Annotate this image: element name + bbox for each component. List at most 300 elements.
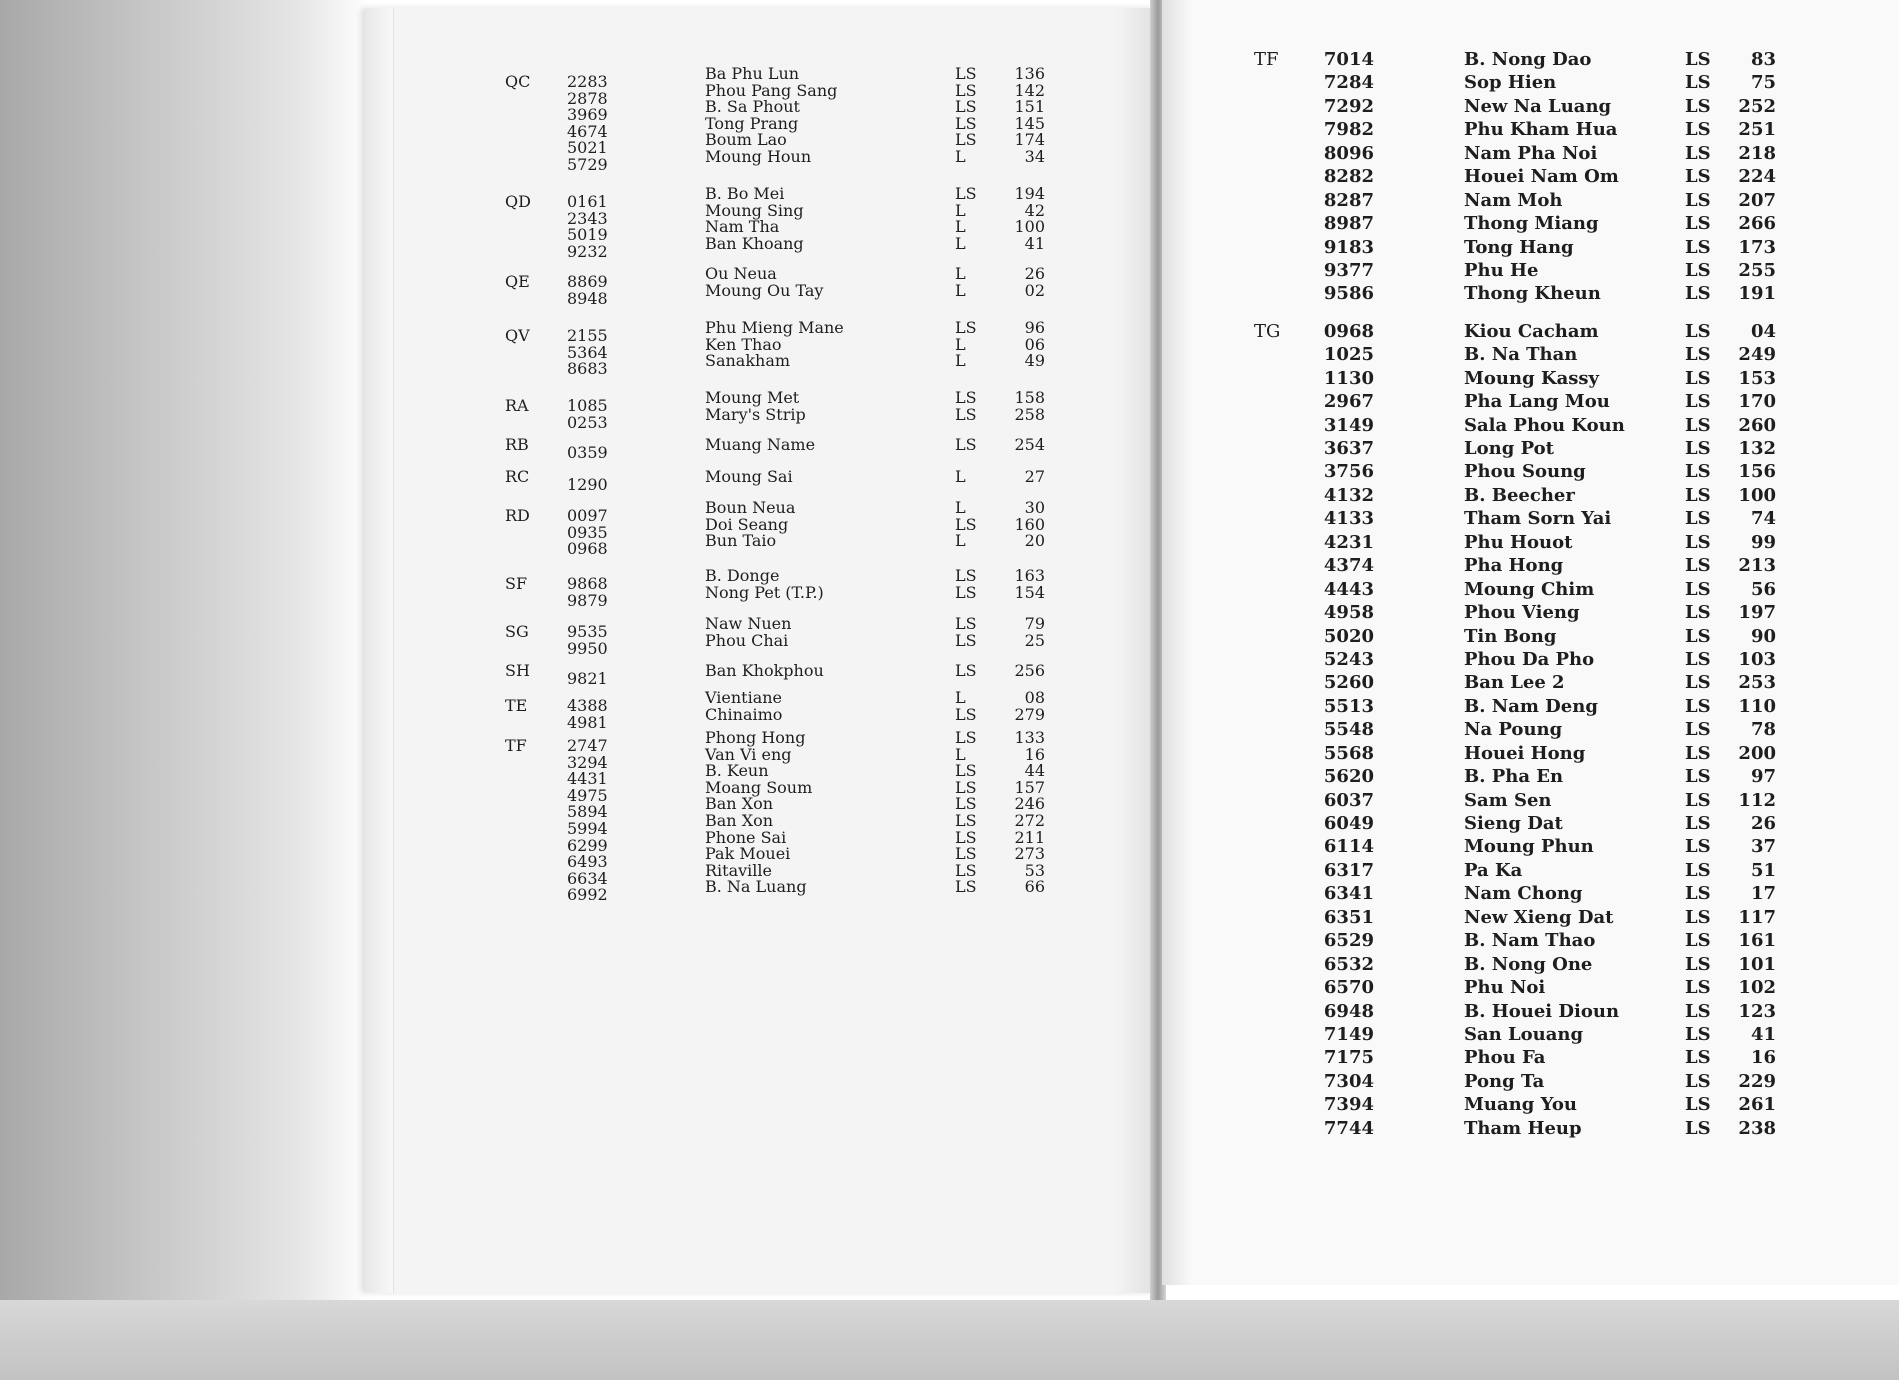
- site-type: L: [955, 334, 966, 354]
- site-type: LS: [1685, 438, 1711, 459]
- site-type: L: [955, 147, 966, 166]
- page-edge: [365, 8, 394, 1293]
- grid-number: 7014: [1323, 49, 1374, 70]
- site-type: LS: [1685, 166, 1711, 188]
- grid-number: 3637: [1323, 438, 1374, 459]
- site-type: LS: [955, 811, 977, 830]
- site-type: LS: [1685, 1023, 1711, 1045]
- site-type: L: [955, 280, 966, 300]
- site-name: Nam Moh: [1464, 189, 1563, 211]
- site-name: Muang Name: [705, 435, 816, 454]
- grid-zone-label: RC: [505, 467, 530, 486]
- site-value: 246: [1014, 794, 1045, 814]
- site-value: 02: [1024, 280, 1045, 300]
- grid-number: 9821: [567, 669, 608, 688]
- site-type: LS: [955, 404, 977, 424]
- site-name: Long Pot: [1464, 438, 1554, 459]
- site-name: Boum Lao: [705, 130, 787, 150]
- site-value: 53: [1024, 860, 1045, 880]
- site-type: LS: [1685, 320, 1711, 342]
- site-type: LS: [1685, 578, 1711, 600]
- site-value: 123: [1738, 1000, 1776, 1022]
- site-value: 261: [1738, 1094, 1776, 1116]
- site-type: LS: [955, 388, 977, 407]
- table-row: [1162, 976, 1899, 999]
- grid-number: 5020: [1323, 625, 1374, 647]
- grid-number: 9879: [567, 590, 608, 610]
- grid-number: 7284: [1323, 72, 1374, 94]
- site-type: LS: [955, 130, 977, 150]
- site-value: 83: [1750, 49, 1776, 70]
- site-name: Moung Ou Tay: [705, 280, 824, 300]
- site-name: Phu Houot: [1464, 531, 1573, 553]
- grid-number: 0097: [567, 506, 608, 525]
- grid-number: 2155: [567, 326, 608, 345]
- site-value: 211: [1014, 827, 1045, 847]
- site-name: Houei Nam Om: [1464, 166, 1619, 188]
- table-row: [1162, 953, 1899, 976]
- grid-number: 7744: [1323, 1117, 1374, 1139]
- site-type: L: [955, 498, 966, 517]
- site-name: Tong Prang: [705, 113, 799, 133]
- site-type: LS: [1685, 461, 1711, 483]
- grid-number: 2878: [567, 88, 608, 108]
- site-name: Phou Vieng: [1464, 602, 1580, 624]
- site-name: Phou Da Pho: [1464, 648, 1595, 670]
- site-type: LS: [955, 113, 977, 133]
- site-name: B. Beecher: [1464, 484, 1575, 506]
- site-value: 249: [1738, 344, 1776, 366]
- site-type: LS: [1685, 883, 1711, 905]
- table-row: [1162, 1117, 1899, 1140]
- grid-number: 4443: [1323, 578, 1374, 600]
- site-value: 154: [1014, 582, 1045, 602]
- site-name: Sam Sen: [1464, 789, 1552, 811]
- table-row: [1162, 437, 1899, 460]
- table-row: [1162, 95, 1899, 118]
- site-type: LS: [1685, 344, 1711, 366]
- table-row: [1162, 1093, 1899, 1116]
- grid-zone-label: TG: [1254, 320, 1281, 342]
- site-type: LS: [1685, 953, 1711, 975]
- site-name: Nam Chong: [1464, 883, 1583, 905]
- site-value: 44: [1024, 761, 1045, 781]
- site-type: LS: [1685, 836, 1711, 858]
- grid-zone-label: QC: [505, 72, 531, 91]
- table-row: [1162, 648, 1899, 671]
- site-type: LS: [1685, 1094, 1711, 1116]
- grid-number: 6529: [1323, 930, 1374, 952]
- table-row: [1162, 1070, 1899, 1093]
- grid-number: 5243: [1323, 648, 1374, 670]
- grid-number: 7175: [1323, 1047, 1374, 1069]
- site-type: LS: [955, 728, 977, 747]
- site-name: Chinaimo: [705, 704, 783, 724]
- site-value: 74: [1750, 508, 1776, 530]
- grid-number: 8096: [1323, 142, 1374, 164]
- site-value: 200: [1738, 742, 1776, 764]
- site-name: Pa Ka: [1464, 859, 1523, 881]
- grid-number: 9232: [567, 241, 608, 261]
- site-value: 79: [1024, 614, 1045, 633]
- site-name: Ken Thao: [705, 334, 782, 354]
- site-value: 253: [1738, 672, 1776, 694]
- site-value: 78: [1750, 719, 1776, 741]
- table-row: [1162, 531, 1899, 554]
- site-name: Tin Bong: [1464, 625, 1557, 647]
- site-name: Naw Nuen: [705, 614, 792, 633]
- site-type: LS: [955, 184, 977, 203]
- grid-number: 0359: [567, 443, 608, 462]
- table-row: [1162, 1000, 1899, 1023]
- table-row: [1162, 789, 1899, 812]
- site-type: LS: [1685, 977, 1711, 999]
- grid-number: 2283: [567, 72, 608, 91]
- table-row: [1162, 484, 1899, 507]
- grid-zone-label: QE: [505, 272, 530, 291]
- site-type: LS: [1685, 695, 1711, 717]
- grid-number: 0935: [567, 522, 608, 542]
- site-value: 34: [1024, 147, 1045, 166]
- grid-number: 6049: [1323, 813, 1374, 834]
- site-type: LS: [955, 794, 977, 814]
- grid-number: 5513: [1323, 695, 1374, 717]
- site-type: LS: [1685, 484, 1711, 506]
- site-value: 255: [1738, 259, 1776, 281]
- grid-zone-label: SG: [505, 622, 529, 641]
- grid-zone-label: QD: [505, 192, 531, 211]
- site-value: 238: [1738, 1117, 1776, 1139]
- site-name: B. Donge: [705, 566, 780, 585]
- site-value: 218: [1738, 142, 1776, 164]
- grid-number: 6317: [1323, 859, 1374, 881]
- site-value: 49: [1024, 351, 1045, 371]
- site-value: 252: [1738, 95, 1776, 117]
- site-name: Na Poung: [1464, 719, 1563, 741]
- grid-number: 2747: [567, 736, 608, 755]
- site-value: 133: [1014, 728, 1045, 747]
- site-value: 06: [1024, 334, 1045, 354]
- site-value: 16: [1750, 1047, 1776, 1069]
- grid-number: 5894: [567, 802, 608, 822]
- site-type: LS: [1685, 930, 1711, 952]
- grid-zone-label: RA: [505, 396, 529, 415]
- table-row: [1162, 282, 1899, 305]
- site-name: Ou Neua: [705, 264, 777, 283]
- site-value: 117: [1738, 906, 1776, 928]
- table-row: [1162, 259, 1899, 282]
- site-type: LS: [1685, 508, 1711, 530]
- grid-number: 5548: [1323, 719, 1374, 741]
- table-row: [1162, 906, 1899, 929]
- grid-number: 0161: [567, 192, 608, 211]
- grid-zone-label: TF: [505, 736, 527, 755]
- grid-number: 0968: [567, 539, 608, 559]
- site-type: L: [955, 217, 966, 237]
- site-type: LS: [1685, 283, 1711, 305]
- site-type: LS: [1685, 555, 1711, 577]
- site-value: 173: [1738, 236, 1776, 258]
- site-value: 41: [1024, 233, 1045, 253]
- site-name: B. Nong One: [1464, 953, 1593, 975]
- site-value: 170: [1738, 391, 1776, 413]
- table-row: [1162, 601, 1899, 624]
- table-row: [1162, 625, 1899, 648]
- site-name: Ritaville: [705, 860, 772, 880]
- grid-number: 6948: [1323, 1000, 1374, 1022]
- site-value: 30: [1024, 498, 1045, 517]
- site-name: Ban Xon: [705, 794, 774, 814]
- grid-number: 1130: [1323, 367, 1374, 389]
- grid-number: 3294: [567, 752, 608, 772]
- site-value: 110: [1738, 695, 1776, 717]
- site-type: LS: [955, 97, 977, 117]
- site-type: L: [955, 200, 966, 220]
- table-row: [1162, 765, 1899, 788]
- site-value: 160: [1014, 514, 1045, 534]
- table-row: [1162, 118, 1899, 141]
- site-type: LS: [1685, 789, 1711, 811]
- site-value: 51: [1750, 859, 1776, 881]
- site-name: Tong Hang: [1464, 236, 1574, 258]
- grid-number: 7982: [1323, 119, 1374, 141]
- grid-number: 7304: [1323, 1070, 1374, 1092]
- grid-zone-label: SH: [505, 661, 530, 680]
- site-type: LS: [1685, 49, 1711, 70]
- site-value: 102: [1738, 977, 1776, 999]
- table-row: [1162, 695, 1899, 718]
- grid-number: 6570: [1323, 977, 1374, 999]
- site-value: 97: [1750, 766, 1776, 788]
- site-type: LS: [955, 877, 977, 897]
- grid-zone-label: TF: [1254, 49, 1279, 70]
- site-value: 174: [1014, 130, 1045, 150]
- grid-number: 2343: [567, 208, 608, 228]
- site-type: LS: [1685, 1000, 1711, 1022]
- table-row: [1162, 460, 1899, 483]
- site-type: LS: [955, 514, 977, 534]
- grid-number: 6992: [567, 885, 608, 905]
- grid-number: 8282: [1323, 166, 1374, 188]
- grid-number: 5260: [1323, 672, 1374, 694]
- site-value: 112: [1738, 789, 1776, 811]
- site-name: Moung Sai: [705, 467, 793, 486]
- scanner-bottom-edge: [0, 1300, 1899, 1380]
- site-value: 213: [1738, 555, 1776, 577]
- site-name: B. Houei Dioun: [1464, 1000, 1620, 1022]
- grid-number: 8948: [567, 288, 608, 308]
- site-type: LS: [1685, 766, 1711, 788]
- site-name: B. Nam Deng: [1464, 695, 1598, 717]
- site-type: LS: [1685, 95, 1711, 117]
- table-row: [1162, 742, 1899, 765]
- site-type: L: [955, 233, 966, 253]
- site-type: LS: [1685, 213, 1711, 235]
- site-type: LS: [1685, 72, 1711, 94]
- site-name: Tham Heup: [1464, 1117, 1582, 1139]
- site-type: LS: [955, 630, 977, 650]
- site-name: Phou Fa: [1464, 1047, 1546, 1069]
- site-name: New Xieng Dat: [1464, 906, 1614, 928]
- grid-number: 4374: [1323, 555, 1374, 577]
- site-value: 41: [1750, 1023, 1776, 1045]
- table-row: [1162, 671, 1899, 694]
- site-name: Sanakham: [705, 351, 791, 371]
- table-row: [1162, 165, 1899, 188]
- grid-number: 9950: [567, 638, 608, 658]
- table-row: [1162, 507, 1899, 530]
- grid-number: 0968: [1323, 320, 1374, 342]
- grid-number: 5364: [567, 342, 608, 362]
- site-type: LS: [1685, 859, 1711, 881]
- site-value: 256: [1014, 661, 1045, 680]
- site-name: B. Nong Dao: [1464, 49, 1592, 70]
- site-name: Boun Neua: [705, 498, 796, 517]
- site-name: Moung Chim: [1464, 578, 1595, 600]
- site-type: LS: [1685, 813, 1711, 834]
- grid-zone-label: QV: [505, 326, 530, 345]
- grid-number: 8869: [567, 272, 608, 291]
- site-value: 161: [1738, 930, 1776, 952]
- site-type: LS: [955, 566, 977, 585]
- site-type: LS: [1685, 602, 1711, 624]
- site-name: Sala Phou Koun: [1464, 414, 1625, 436]
- site-name: Bun Taio: [705, 531, 777, 551]
- grid-number: 6299: [567, 835, 608, 855]
- site-value: 194: [1014, 184, 1045, 203]
- site-name: Nong Pet (T.P.): [705, 582, 824, 602]
- grid-number: 5568: [1323, 742, 1374, 764]
- grid-zone-label: RB: [505, 435, 529, 454]
- site-type: LS: [1685, 648, 1711, 670]
- site-name: Pha Hong: [1464, 555, 1564, 577]
- site-value: 101: [1738, 953, 1776, 975]
- site-type: LS: [1685, 719, 1711, 741]
- site-type: LS: [955, 827, 977, 847]
- table-row: [1162, 1023, 1899, 1046]
- left-page: [365, 8, 1155, 1293]
- site-type: LS: [1685, 531, 1711, 553]
- site-type: LS: [1685, 625, 1711, 647]
- site-name: Moung Sing: [705, 200, 804, 220]
- site-value: 04: [1750, 320, 1776, 342]
- grid-number: 3969: [567, 105, 608, 125]
- site-type: LS: [1685, 142, 1711, 164]
- site-value: 145: [1014, 113, 1045, 133]
- site-name: Phou Soung: [1464, 461, 1586, 483]
- site-value: 56: [1750, 578, 1776, 600]
- site-type: L: [955, 467, 966, 486]
- site-value: 163: [1014, 566, 1045, 585]
- site-value: 142: [1014, 80, 1045, 100]
- site-value: 266: [1738, 213, 1776, 235]
- site-type: LS: [1685, 1117, 1711, 1139]
- table-row: [1162, 882, 1899, 905]
- site-value: 151: [1014, 97, 1045, 117]
- site-name: Ba Phu Lun: [705, 64, 800, 83]
- site-value: 96: [1024, 318, 1045, 337]
- grid-number: 4431: [567, 769, 608, 789]
- site-name: B. Na Than: [1464, 344, 1578, 366]
- site-type: LS: [1685, 672, 1711, 694]
- grid-number: 4133: [1323, 508, 1374, 530]
- grid-number: 9183: [1323, 236, 1374, 258]
- site-value: 42: [1024, 200, 1045, 220]
- grid-number: 5021: [567, 138, 608, 158]
- grid-number: 8287: [1323, 189, 1374, 211]
- site-name: Ban Xon: [705, 811, 774, 830]
- site-value: 207: [1738, 189, 1776, 211]
- site-value: 132: [1738, 438, 1776, 459]
- grid-zone-label: SF: [505, 574, 528, 593]
- grid-number: 6532: [1323, 953, 1374, 975]
- site-value: 254: [1014, 435, 1045, 454]
- grid-number: 4132: [1323, 484, 1374, 506]
- site-type: LS: [955, 777, 977, 797]
- site-type: LS: [955, 64, 977, 83]
- grid-number: 4388: [567, 696, 608, 715]
- site-name: B. Na Luang: [705, 877, 807, 897]
- table-row: [1162, 236, 1899, 259]
- site-name: Kiou Cacham: [1464, 320, 1599, 342]
- table-row: [1162, 718, 1899, 741]
- site-name: B. Sa Phout: [705, 97, 800, 117]
- site-name: Houei Hong: [1464, 742, 1586, 764]
- site-name: Moang Soum: [705, 777, 813, 797]
- site-name: Phong Hong: [705, 728, 806, 747]
- grid-number: 6493: [567, 852, 608, 872]
- grid-number: 7394: [1323, 1094, 1374, 1116]
- site-name: Pak Mouei: [705, 844, 791, 864]
- site-type: LS: [955, 761, 977, 781]
- grid-number: 2967: [1323, 391, 1374, 413]
- site-value: 25: [1024, 630, 1045, 650]
- site-type: LS: [1685, 119, 1711, 141]
- site-value: 136: [1014, 64, 1045, 83]
- site-name: Phone Sai: [705, 827, 787, 847]
- page-gutter-shadow: [1115, 8, 1155, 1293]
- site-value: 100: [1738, 484, 1776, 506]
- site-type: LS: [1685, 236, 1711, 258]
- table-row: [1162, 929, 1899, 952]
- grid-number: 1085: [567, 396, 608, 415]
- site-name: Ban Lee 2: [1464, 672, 1565, 694]
- site-name: Moung Phun: [1464, 836, 1594, 858]
- site-value: 20: [1024, 531, 1045, 551]
- grid-number: 3149: [1323, 414, 1374, 436]
- grid-number: 6037: [1323, 789, 1374, 811]
- site-value: 251: [1738, 119, 1776, 141]
- site-value: 197: [1738, 602, 1776, 624]
- site-name: Sop Hien: [1464, 72, 1557, 94]
- site-name: Vientiane: [705, 688, 783, 707]
- site-name: Pong Ta: [1464, 1070, 1545, 1092]
- site-type: L: [955, 744, 966, 764]
- site-value: 16: [1024, 744, 1045, 764]
- site-name: Moung Houn: [705, 147, 812, 166]
- grid-number: 6114: [1323, 836, 1374, 858]
- table-row: [1162, 414, 1899, 437]
- site-name: Mary's Strip: [705, 404, 806, 424]
- site-type: LS: [955, 582, 977, 602]
- site-value: 100: [1014, 217, 1045, 237]
- grid-number: 8987: [1323, 213, 1374, 235]
- site-value: 26: [1750, 813, 1776, 834]
- site-type: L: [955, 264, 966, 283]
- site-type: LS: [1685, 1047, 1711, 1069]
- table-row: [1162, 343, 1899, 366]
- grid-number: 9535: [567, 622, 608, 641]
